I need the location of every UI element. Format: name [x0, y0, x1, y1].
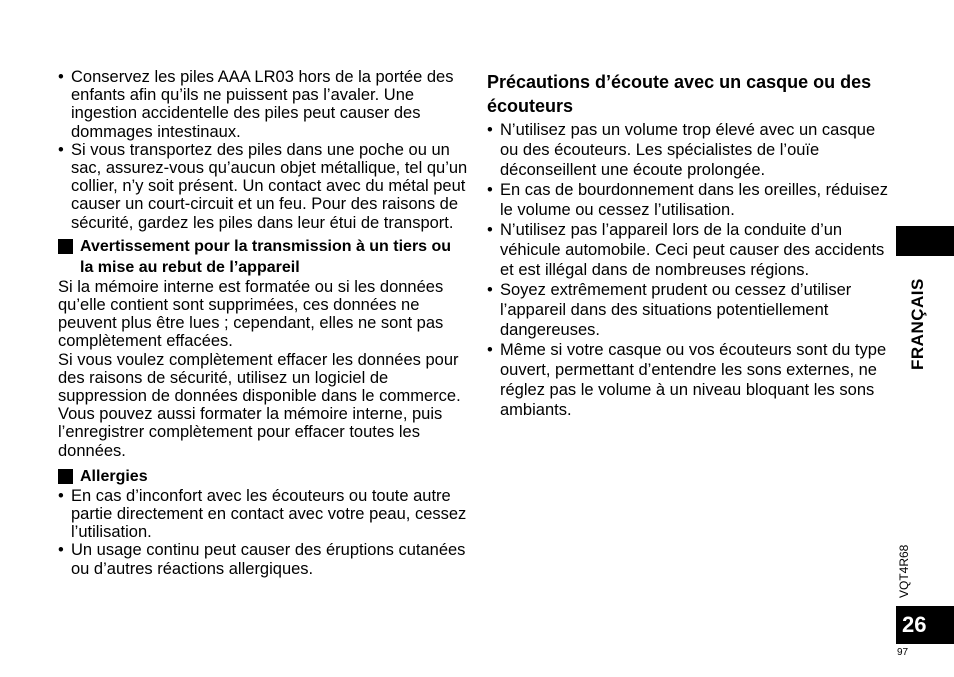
list-item: • Même si votre casque ou vos écouteurs sont du type ouvert, permettant d’entendre les sons externes, ne réglez pas le volume à un niveau bloquant les sons ambiants. — [487, 340, 892, 420]
list-item: • N’utilisez pas un volume trop élevé avec un casque ou des écouteurs. Les spécialistes de l’ouïe déconseillent une écoute prolongée. — [487, 120, 892, 180]
transmission-paragraph: Si vous voulez complètement effacer les données pour des raisons de sécurité, utilisez un logiciel de suppression de données disponible dans le commerce. Vous pouvez aussi formater la mémoire interne, puis l’enregistrer complètement pour effacer toutes les données. — [58, 350, 461, 460]
right-column — [487, 70, 892, 420]
list-item: • Soyez extrêmement prudent ou cessez d’utiliser l’appareil dans des situations potentiellement dangereuses. — [487, 280, 892, 340]
list-item: • En cas d’inconfort avec les écouteurs ou toute autre partie directement en contact avec votre peau, cessez l’utilisation. — [58, 487, 468, 542]
list-item: • Un usage continu peut causer des éruptions cutanées ou d’autres réactions allergiques. — [58, 541, 468, 577]
list-item: • Conservez les piles AAA LR03 hors de la portée des enfants afin qu’ils ne puissent pas l’avaler. Une ingestion accidentelle des piles peut causer des dommages intestinaux. — [58, 68, 468, 141]
language-label: FRANÇAIS — [908, 278, 927, 370]
list-item: • Si vous transportez des piles dans une poche ou un sac, assurez-vous qu’aucun objet métallique, tel qu’un collier, n’y soit présent. Un contact avec du métal peut causer un court-circuit et un feu. Pour des raisons de sécurité, gardez les piles dans leur étui de transport. — [58, 141, 468, 232]
black-square-icon — [58, 239, 73, 254]
transmission-section-heading — [58, 236, 468, 278]
listening-bullet-list — [487, 120, 892, 420]
transmission-paragraph: Si la mémoire interne est formatée ou si les données qu’elle contient sont supprimées, ces données ne peuvent plus être lues ; cependant, elles ne sont pas complètement effacées. — [58, 277, 444, 351]
battery-bullet-list — [58, 68, 468, 232]
black-square-icon — [58, 469, 73, 484]
allergies-section-heading — [58, 466, 468, 487]
left-column — [58, 68, 468, 578]
allergies-section-title: Allergies — [80, 467, 148, 485]
language-tab-bar — [896, 226, 954, 256]
transmission-section-title: Avertissement pour la transmission à un tiers ou la mise au rebut de l’appareil — [80, 237, 452, 276]
model-code: VQT4R68 — [897, 544, 911, 598]
sub-page-number: 97 — [897, 647, 909, 658]
list-item: • En cas de bourdonnement dans les oreilles, réduisez le volume ou cessez l’utilisation. — [487, 180, 892, 220]
page-number: 26 — [896, 606, 954, 644]
allergies-bullet-list — [58, 487, 468, 578]
list-item: • N’utilisez pas l’appareil lors de la conduite d’un véhicule automobile. Ceci peut causer des accidents et est illégal dans de nombreuses régions. — [487, 220, 892, 280]
listening-precautions-title: Précautions d’écoute avec un casque ou des écouteurs — [487, 72, 872, 116]
